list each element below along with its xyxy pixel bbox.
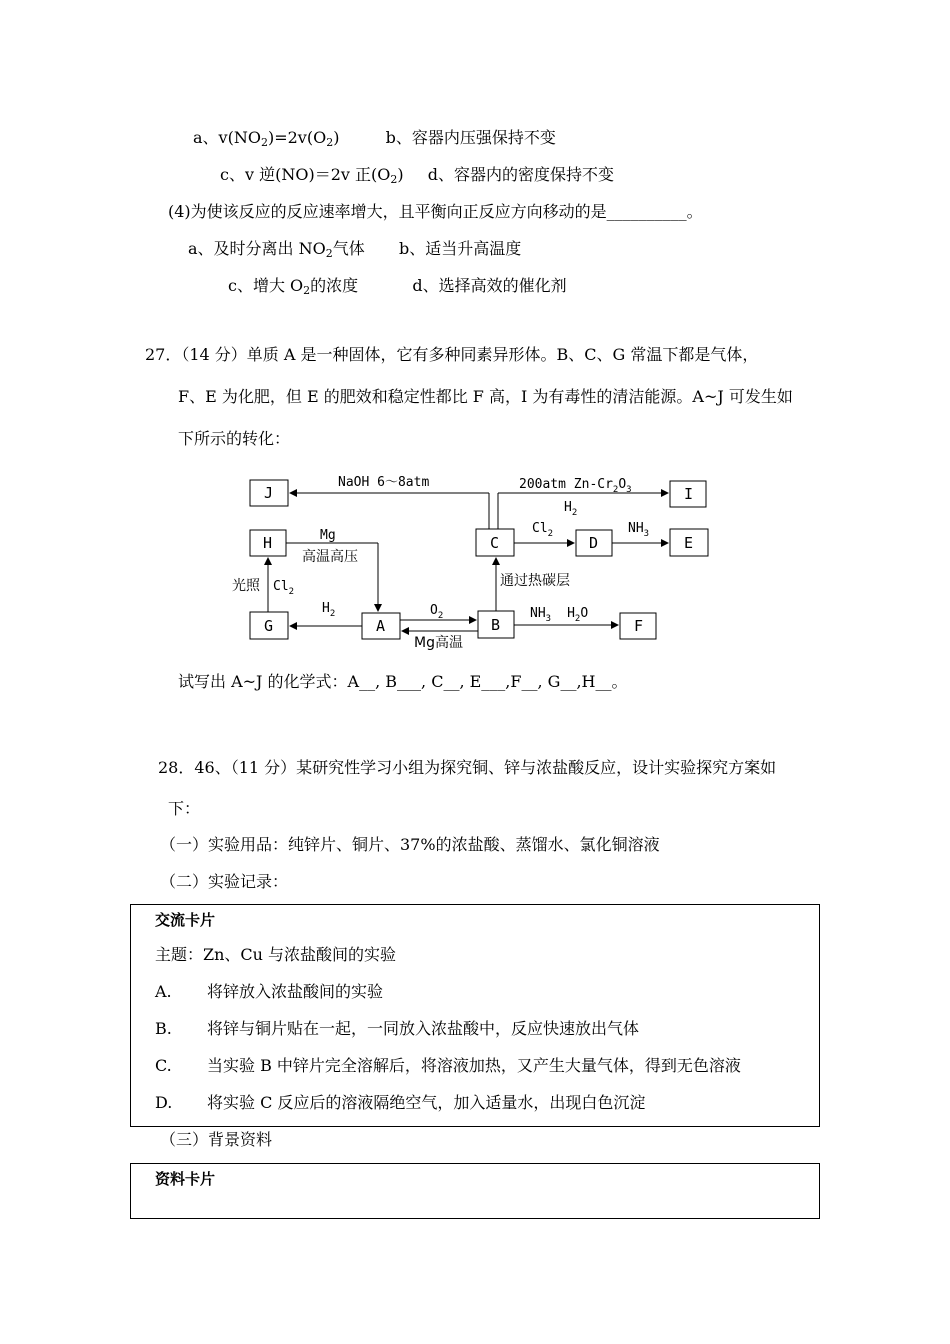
label-g-to-h-left: 光照 bbox=[232, 578, 260, 594]
q27-line2: F、E 为化肥，但 E 的肥效和稳定性都比 F 高，I 为有毒性的清洁能源。A~J 可发生如 bbox=[178, 387, 793, 406]
exchange-card-row-c: C. 当实验 B 中锌片完全溶解后，将溶液加热，又产生大量气体，得到无色溶液 bbox=[155, 1056, 741, 1075]
q26-option-c-d: c、v 逆(NO)＝2v 正$(O_2)$ d、容器内的密度保持不变 bbox=[220, 165, 615, 186]
node-G: G bbox=[264, 617, 274, 635]
q26-part4-option-c-d: c、增大 $O_2$的浓度 d、选择高效的催化剂 bbox=[228, 276, 567, 297]
exchange-card-subject: 主题：Zn、Cu 与浓盐酸间的实验 bbox=[155, 945, 397, 964]
label-h-to-a-top: Mg bbox=[320, 528, 336, 543]
q28-items2: （二）实验记录： bbox=[160, 872, 289, 891]
label-g-to-h-right: $Cl_2$ bbox=[273, 579, 295, 597]
label-d-to-e: $NH_3$ bbox=[628, 521, 650, 539]
label-a-to-b-top: $O_2$ bbox=[430, 603, 444, 621]
label-a-to-g: $H_2$ bbox=[322, 601, 336, 619]
q26-option-b: b、容器内压强保持不变 bbox=[385, 128, 556, 147]
node-D: D bbox=[589, 534, 599, 552]
q26-option-d: d、容器内的密度保持不变 bbox=[427, 165, 615, 184]
exchange-card-row-d: D. 将实验 C 反应后的溶液隔绝空气，加入适量水，出现白色沉淀 bbox=[155, 1093, 646, 1112]
node-E: E bbox=[684, 534, 694, 552]
node-B: B bbox=[491, 616, 501, 634]
label-a-to-b-bottom: Mg高温 bbox=[414, 635, 463, 651]
exchange-card-title: 交流卡片 bbox=[155, 911, 216, 929]
exchange-card bbox=[130, 904, 820, 1127]
node-C: C bbox=[490, 534, 500, 552]
q26-option-a-b: a、$v(NO_2)=2v(O_2)$ b、容器内压强保持不变 bbox=[193, 128, 556, 149]
q28-items1: （一）实验用品：纯锌片、铜片、37%的浓盐酸、蒸馏水、氯化铜溶液 bbox=[160, 835, 660, 854]
conversion-diagram bbox=[230, 465, 730, 660]
label-c-to-i-top: 200atm $Zn-Cr_2O_3$ bbox=[519, 477, 632, 495]
label-c-to-j: NaOH 6～8atm bbox=[338, 475, 430, 490]
q28-items3: （三）背景资料 bbox=[160, 1130, 273, 1149]
label-c-to-i-bottom: $H_2$ bbox=[564, 500, 578, 518]
exchange-card-row-a: A. 将锌放入浓盐酸间的实验 bbox=[155, 982, 384, 1001]
node-I: I bbox=[684, 485, 694, 503]
q27-line1: 27．（14 分）单质 A 是一种固体，它有多种同素异形体。B、C、G 常温下都是气体， bbox=[145, 345, 759, 364]
data-card-title: 资料卡片 bbox=[155, 1170, 216, 1188]
q28-line2: 下： bbox=[168, 799, 201, 818]
data-card bbox=[130, 1163, 820, 1219]
q28-line1: 28．46、（11 分）某研究性学习小组为探究铜、锌与浓盐酸反应，设计实验探究方案如 bbox=[158, 758, 777, 777]
label-c-to-d: $Cl_2$ bbox=[532, 521, 554, 539]
label-b-to-f: $NH_3$ $H_2O$ bbox=[530, 606, 589, 624]
label-h-to-a-bottom: 高温高压 bbox=[302, 549, 358, 565]
node-F: F bbox=[634, 617, 644, 635]
q26-part4-option-a-b: a、及时分离出 $NO_2$气体 b、适当升高温度 bbox=[188, 239, 522, 260]
node-H: H bbox=[263, 534, 273, 552]
q27-line3: 下所示的转化： bbox=[178, 429, 291, 448]
node-A: A bbox=[376, 617, 386, 635]
q26-part4: (4)为使该反应的反应速率增大，且平衡向正反应方向移动的是__________。 bbox=[168, 202, 703, 221]
q27-answer: 试写出 A~J 的化学式：A__, B___, C__, E___,F__, G__,H__。 bbox=[178, 672, 628, 691]
node-J: J bbox=[264, 484, 274, 502]
exchange-card-row-b: B. 将锌与铜片贴在一起，一同放入浓盐酸中，反应快速放出气体 bbox=[155, 1019, 640, 1038]
label-b-to-c: 通过热碳层 bbox=[500, 573, 570, 589]
